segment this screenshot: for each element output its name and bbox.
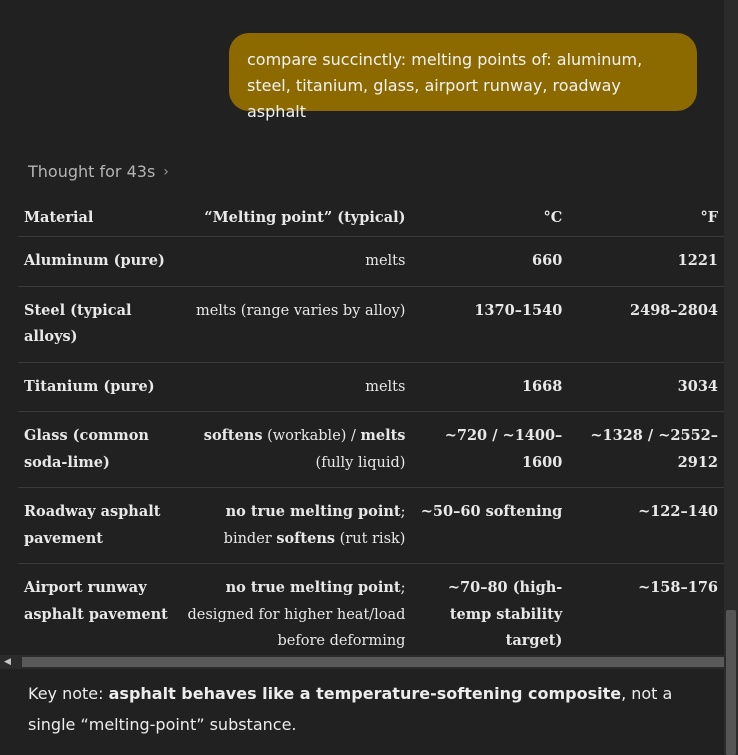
key-note-text: Key note: [28,684,109,703]
melting-point-text: ; binder [223,504,406,547]
horizontal-scrollbar[interactable] [0,655,724,669]
melting-point-text: melts [365,378,406,395]
table-row [18,237,724,287]
cell-melting-point [180,237,411,287]
melting-point-text: (workable) / [262,428,361,444]
table-row [18,362,724,412]
thought-toggle[interactable] [28,162,169,181]
table-header-row [18,200,724,237]
cell-material: Aluminum (pure) [18,237,180,287]
vertical-scrollbar-thumb[interactable] [726,610,736,755]
key-note-text: , not a single “melting-point” substance. [28,684,673,734]
cell-fahrenheit: ~122–140 [568,488,724,564]
cell-celsius: ~70–80 (high-temp stability target) [447,579,563,649]
cell-melting-point [180,564,411,656]
table-row [18,564,724,656]
cell-fahrenheit: ~158–176 [638,579,718,596]
table-row [18,488,724,564]
melting-point-text: softens [276,529,336,547]
table-row [18,286,724,362]
melting-point-text: (rut risk) [335,530,406,547]
melting-point-text: melts [360,427,406,444]
cell-fahrenheit: 1221 [568,237,724,287]
vertical-scrollbar[interactable] [724,0,738,755]
user-message-bubble [229,33,697,121]
cell-melting-point [180,362,411,412]
cell-melting-point [180,488,411,564]
melting-point-text: no true melting point [225,579,401,596]
comparison-table [18,200,724,655]
cell-fahrenheit: 2498–2804 [568,286,724,362]
cell-material: Roadway asphalt pavement [18,488,180,564]
header-material: Material [18,200,180,237]
melting-point-text: ; designed for higher heat/load before deforming [187,580,406,649]
cell-material: Glass (common soda-lime) [18,412,180,488]
key-note-text: asphalt behaves like a temperature-softening composite [108,684,622,703]
horizontal-scrollbar-thumb[interactable] [22,657,724,667]
header-fahrenheit: °F [568,200,724,237]
cell-celsius: 660 [411,237,568,287]
chevron-right-icon: › [163,163,169,180]
cell-celsius: 1370–1540 [411,286,568,362]
cell-melting-point [180,412,411,488]
melting-point-text: melts [365,253,406,269]
melting-point-text: softens [203,427,263,444]
melting-point-text: no true melting point [225,503,401,520]
header-celsius: °C [411,200,568,237]
key-note [28,678,678,740]
cell-celsius: ~50–60 softening [411,488,568,564]
comparison-table-container[interactable] [0,200,724,655]
melting-point-text: melts (range varies by alloy) [195,302,406,319]
cell-celsius: ~720 / ~1400–1600 [411,412,568,488]
cell-material: Titanium (pure) [18,362,180,412]
scroll-left-arrow-icon[interactable]: ◀ [4,657,11,667]
cell-material: Steel (typical alloys) [18,286,180,362]
thought-label: Thought for 43s [28,162,156,181]
cell-material: Airport runway asphalt pavement [24,579,168,623]
header-melting-point: “Melting point” (typical) [180,200,411,237]
table-row [18,412,724,488]
table-body [18,237,724,656]
cell-fahrenheit: ~1328 / ~2552–2912 [568,412,724,488]
melting-point-text: (fully liquid) [315,454,406,471]
user-message-text: compare succinctly: melting points of: aluminum, steel, titanium, glass, airport runway, roadway asphalt [247,50,643,121]
cell-fahrenheit: 3034 [568,362,724,412]
cell-celsius: 1668 [411,362,568,412]
cell-melting-point [180,286,411,362]
